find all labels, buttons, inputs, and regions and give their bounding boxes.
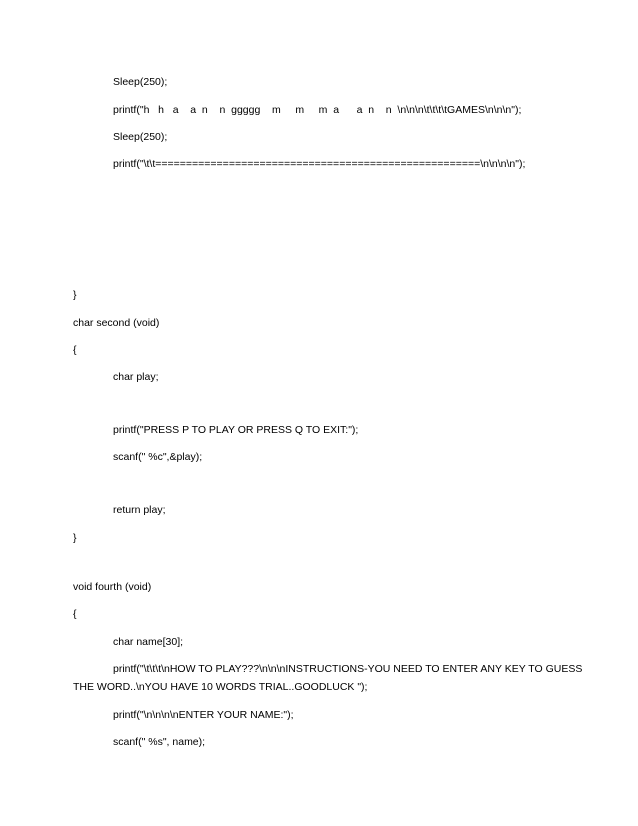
code-line-close-brace-1: }	[73, 289, 77, 301]
code-line-func-second: char second (void)	[73, 317, 160, 329]
code-line-scanf-name: scanf(" %s", name);	[113, 736, 206, 748]
code-line-printf-press: printf("PRESS P TO PLAY OR PRESS Q TO EXIT:");	[113, 424, 359, 436]
code-line-sleep-2: Sleep(250);	[113, 131, 168, 143]
code-line-printf-banner: printf("h h a a n n ggggg m m m a a n n \n\n\n\t\t\t\tGAMES\n\n\n");	[113, 104, 522, 116]
code-line-declare-name: char name[30];	[113, 636, 184, 648]
code-line-printf-enter-name: printf("\n\n\n\nENTER YOUR NAME:");	[113, 709, 294, 721]
code-line-scanf-play: scanf(" %c",&play);	[113, 451, 203, 463]
code-line-printf-instructions: printf("\t\t\t\nHOW TO PLAY???\n\n\nINSTRUCTIONS-YOU NEED TO ENTER ANY KEY TO GUESS	[113, 663, 583, 675]
code-line-return-play: return play;	[113, 504, 166, 516]
code-line-declare-play: char play;	[113, 371, 159, 383]
code-line-open-brace-2: {	[73, 608, 77, 620]
code-line-open-brace-1: {	[73, 344, 77, 356]
code-line-close-brace-2: }	[73, 532, 77, 544]
code-line-sleep-1: Sleep(250);	[113, 76, 168, 88]
code-line-printf-instructions-wrap: THE WORD..\nYOU HAVE 10 WORDS TRIAL..GOODLUCK ");	[73, 681, 368, 693]
code-line-printf-separator: printf("\t\t=====================================================\n\n\n\n");	[113, 158, 526, 170]
code-line-func-fourth: void fourth (void)	[73, 581, 152, 593]
